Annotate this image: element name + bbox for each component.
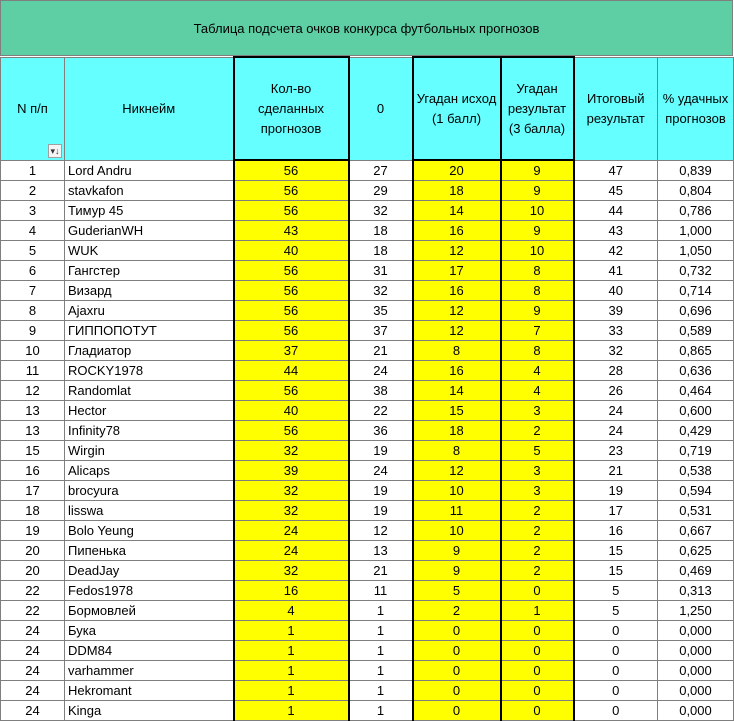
cell-total[interactable]: 0 bbox=[574, 661, 658, 681]
cell-outcome[interactable]: 16 bbox=[413, 221, 501, 241]
cell-num[interactable]: 4 bbox=[1, 221, 65, 241]
cell-result[interactable]: 8 bbox=[501, 341, 574, 361]
header-count-line1: Кол-во bbox=[270, 80, 312, 96]
cell-count[interactable]: 56 bbox=[234, 281, 349, 301]
cell-pct[interactable]: 0,538 bbox=[658, 461, 734, 481]
header-nick-label: Никнейм bbox=[122, 100, 176, 116]
cell-zero[interactable]: 19 bbox=[349, 501, 413, 521]
cell-outcome[interactable]: 11 bbox=[413, 501, 501, 521]
table-row bbox=[1, 381, 734, 401]
header-num-label: N п/п bbox=[17, 100, 48, 116]
cell-outcome[interactable]: 12 bbox=[413, 301, 501, 321]
cell-nick[interactable]: brocyura bbox=[65, 481, 234, 501]
cell-count[interactable]: 24 bbox=[234, 541, 349, 561]
cell-nick[interactable]: Kinga bbox=[65, 701, 234, 721]
cell-zero[interactable]: 24 bbox=[349, 461, 413, 481]
cell-count[interactable]: 1 bbox=[234, 701, 349, 721]
cell-pct[interactable]: 0,667 bbox=[658, 521, 734, 541]
cell-total[interactable]: 5 bbox=[574, 601, 658, 621]
header-zero-label: 0 bbox=[376, 100, 385, 116]
cell-zero[interactable]: 1 bbox=[349, 681, 413, 701]
cell-result[interactable]: 8 bbox=[501, 261, 574, 281]
cell-count[interactable]: 56 bbox=[234, 201, 349, 221]
cell-count[interactable]: 56 bbox=[234, 261, 349, 281]
cell-pct[interactable]: 0,636 bbox=[658, 361, 734, 381]
header-result-line2: результат bbox=[507, 100, 567, 116]
header-result-line3: (3 балла) bbox=[508, 120, 566, 136]
cell-pct[interactable]: 0,696 bbox=[658, 301, 734, 321]
scores-table bbox=[0, 56, 734, 721]
cell-pct[interactable]: 0,839 bbox=[658, 160, 734, 181]
header-total bbox=[574, 57, 658, 160]
cell-outcome[interactable]: 10 bbox=[413, 481, 501, 501]
cell-outcome[interactable]: 16 bbox=[413, 361, 501, 381]
cell-nick[interactable]: Hekromant bbox=[65, 681, 234, 701]
cell-count[interactable]: 32 bbox=[234, 481, 349, 501]
cell-pct[interactable]: 0,429 bbox=[658, 421, 734, 441]
cell-result[interactable]: 5 bbox=[501, 441, 574, 461]
cell-count[interactable]: 4 bbox=[234, 601, 349, 621]
table-body bbox=[1, 160, 734, 721]
header-result bbox=[501, 57, 574, 160]
cell-total[interactable]: 45 bbox=[574, 181, 658, 201]
cell-num[interactable]: 16 bbox=[1, 461, 65, 481]
cell-result[interactable]: 1 bbox=[501, 601, 574, 621]
cell-total[interactable]: 0 bbox=[574, 641, 658, 661]
cell-zero[interactable]: 19 bbox=[349, 441, 413, 461]
cell-outcome[interactable]: 20 bbox=[413, 160, 501, 181]
header-row bbox=[1, 57, 734, 160]
cell-nick[interactable]: DDM84 bbox=[65, 641, 234, 661]
cell-pct[interactable]: 0,313 bbox=[658, 581, 734, 601]
table-row bbox=[1, 341, 734, 361]
table-row bbox=[1, 581, 734, 601]
cell-pct[interactable]: 0,714 bbox=[658, 281, 734, 301]
table-row bbox=[1, 681, 734, 701]
cell-outcome[interactable]: 12 bbox=[413, 241, 501, 261]
cell-num[interactable]: 15 bbox=[1, 441, 65, 461]
cell-nick[interactable]: ROCKY1978 bbox=[65, 361, 234, 381]
cell-count[interactable]: 56 bbox=[234, 181, 349, 201]
cell-nick[interactable]: WUK bbox=[65, 241, 234, 261]
cell-total[interactable]: 23 bbox=[574, 441, 658, 461]
table-row bbox=[1, 701, 734, 721]
cell-count[interactable]: 56 bbox=[234, 301, 349, 321]
header-outcome-line1: Угадан исход bbox=[416, 90, 497, 106]
cell-num[interactable]: 24 bbox=[1, 621, 65, 641]
cell-result[interactable]: 3 bbox=[501, 401, 574, 421]
table-row bbox=[1, 181, 734, 201]
cell-nick[interactable]: Визард bbox=[65, 281, 234, 301]
table-row bbox=[1, 501, 734, 521]
cell-num[interactable]: 24 bbox=[1, 641, 65, 661]
cell-num[interactable]: 17 bbox=[1, 481, 65, 501]
cell-nick[interactable]: Wirgin bbox=[65, 441, 234, 461]
cell-pct[interactable]: 0,000 bbox=[658, 621, 734, 641]
cell-pct[interactable]: 0,732 bbox=[658, 261, 734, 281]
cell-outcome[interactable]: 12 bbox=[413, 321, 501, 341]
table-row bbox=[1, 641, 734, 661]
table-row bbox=[1, 221, 734, 241]
cell-zero[interactable]: 1 bbox=[349, 641, 413, 661]
cell-total[interactable]: 24 bbox=[574, 421, 658, 441]
cell-result[interactable]: 2 bbox=[501, 501, 574, 521]
cell-nick[interactable]: Гангстер bbox=[65, 261, 234, 281]
cell-pct[interactable]: 0,464 bbox=[658, 381, 734, 401]
cell-pct[interactable]: 0,589 bbox=[658, 321, 734, 341]
cell-nick[interactable]: Бормовлей bbox=[65, 601, 234, 621]
cell-pct[interactable]: 0,865 bbox=[658, 341, 734, 361]
cell-result[interactable]: 2 bbox=[501, 541, 574, 561]
cell-result[interactable]: 2 bbox=[501, 561, 574, 581]
cell-total[interactable]: 28 bbox=[574, 361, 658, 381]
cell-zero[interactable]: 1 bbox=[349, 621, 413, 641]
cell-zero[interactable]: 22 bbox=[349, 401, 413, 421]
header-result-line1: Угадан bbox=[516, 80, 558, 96]
cell-outcome[interactable]: 0 bbox=[413, 661, 501, 681]
cell-outcome[interactable]: 0 bbox=[413, 701, 501, 721]
cell-pct[interactable]: 0,000 bbox=[658, 681, 734, 701]
cell-total[interactable]: 41 bbox=[574, 261, 658, 281]
header-pct bbox=[658, 57, 734, 160]
cell-result[interactable]: 10 bbox=[501, 201, 574, 221]
cell-result[interactable]: 7 bbox=[501, 321, 574, 341]
cell-num[interactable]: 24 bbox=[1, 681, 65, 701]
cell-count[interactable]: 40 bbox=[234, 241, 349, 261]
cell-count[interactable]: 43 bbox=[234, 221, 349, 241]
cell-zero[interactable]: 27 bbox=[349, 160, 413, 181]
cell-zero[interactable]: 12 bbox=[349, 521, 413, 541]
cell-outcome[interactable]: 18 bbox=[413, 181, 501, 201]
cell-result[interactable]: 4 bbox=[501, 381, 574, 401]
cell-total[interactable]: 0 bbox=[574, 681, 658, 701]
sort-filter-icon[interactable]: ▾↓ bbox=[48, 144, 62, 158]
cell-num[interactable]: 13 bbox=[1, 401, 65, 421]
cell-total[interactable]: 47 bbox=[574, 160, 658, 181]
cell-outcome[interactable]: 10 bbox=[413, 521, 501, 541]
cell-num[interactable]: 8 bbox=[1, 301, 65, 321]
cell-pct[interactable]: 0,000 bbox=[658, 641, 734, 661]
cell-nick[interactable]: varhammer bbox=[65, 661, 234, 681]
table-row bbox=[1, 661, 734, 681]
cell-nick[interactable]: Hector bbox=[65, 401, 234, 421]
cell-outcome[interactable]: 17 bbox=[413, 261, 501, 281]
cell-count[interactable]: 1 bbox=[234, 621, 349, 641]
cell-zero[interactable]: 29 bbox=[349, 181, 413, 201]
cell-zero[interactable]: 21 bbox=[349, 561, 413, 581]
cell-nick[interactable]: Бука bbox=[65, 621, 234, 641]
cell-num[interactable]: 2 bbox=[1, 181, 65, 201]
table-row bbox=[1, 301, 734, 321]
table-row bbox=[1, 481, 734, 501]
cell-nick[interactable]: Тимур 45 bbox=[65, 201, 234, 221]
cell-count[interactable]: 16 bbox=[234, 581, 349, 601]
cell-num[interactable]: 18 bbox=[1, 501, 65, 521]
cell-total[interactable]: 43 bbox=[574, 221, 658, 241]
cell-num[interactable]: 22 bbox=[1, 581, 65, 601]
cell-outcome[interactable]: 0 bbox=[413, 681, 501, 701]
cell-result[interactable]: 0 bbox=[501, 681, 574, 701]
cell-outcome[interactable]: 8 bbox=[413, 441, 501, 461]
cell-total[interactable]: 42 bbox=[574, 241, 658, 261]
cell-result[interactable]: 0 bbox=[501, 641, 574, 661]
cell-count[interactable]: 1 bbox=[234, 641, 349, 661]
cell-count[interactable]: 1 bbox=[234, 681, 349, 701]
cell-result[interactable]: 9 bbox=[501, 221, 574, 241]
cell-nick[interactable]: Пипенька bbox=[65, 541, 234, 561]
cell-result[interactable]: 10 bbox=[501, 241, 574, 261]
cell-zero[interactable]: 11 bbox=[349, 581, 413, 601]
cell-nick[interactable]: Randomlat bbox=[65, 381, 234, 401]
cell-total[interactable]: 5 bbox=[574, 581, 658, 601]
cell-zero[interactable]: 18 bbox=[349, 241, 413, 261]
cell-nick[interactable]: Infinity78 bbox=[65, 421, 234, 441]
cell-total[interactable]: 0 bbox=[574, 701, 658, 721]
header-count-line2: сделанных bbox=[258, 100, 324, 116]
cell-total[interactable]: 44 bbox=[574, 201, 658, 221]
cell-count[interactable]: 44 bbox=[234, 361, 349, 381]
header-num[interactable] bbox=[1, 57, 65, 160]
table-row bbox=[1, 461, 734, 481]
cell-num[interactable]: 22 bbox=[1, 601, 65, 621]
cell-pct[interactable]: 0,594 bbox=[658, 481, 734, 501]
cell-nick[interactable]: GuderianWH bbox=[65, 221, 234, 241]
header-count bbox=[234, 57, 349, 160]
header-zero bbox=[349, 57, 413, 160]
header-outcome-line2: (1 балл) bbox=[431, 110, 482, 126]
cell-total[interactable]: 16 bbox=[574, 521, 658, 541]
cell-nick[interactable]: Alicaps bbox=[65, 461, 234, 481]
cell-pct[interactable]: 0,600 bbox=[658, 401, 734, 421]
table-row bbox=[1, 601, 734, 621]
cell-num[interactable]: 20 bbox=[1, 561, 65, 581]
cell-result[interactable]: 0 bbox=[501, 581, 574, 601]
table-row bbox=[1, 561, 734, 581]
cell-outcome[interactable]: 14 bbox=[413, 201, 501, 221]
cell-result[interactable]: 0 bbox=[501, 621, 574, 641]
table-row bbox=[1, 541, 734, 561]
header-total-line2: результат bbox=[586, 110, 645, 126]
cell-count[interactable]: 32 bbox=[234, 561, 349, 581]
cell-nick[interactable]: Bolo Yeung bbox=[65, 521, 234, 541]
cell-count[interactable]: 56 bbox=[234, 381, 349, 401]
cell-nick[interactable]: Fedos1978 bbox=[65, 581, 234, 601]
table-row bbox=[1, 421, 734, 441]
cell-num[interactable]: 24 bbox=[1, 661, 65, 681]
cell-total[interactable]: 40 bbox=[574, 281, 658, 301]
cell-num[interactable]: 19 bbox=[1, 521, 65, 541]
cell-zero[interactable]: 21 bbox=[349, 341, 413, 361]
cell-nick[interactable]: Гладиатор bbox=[65, 341, 234, 361]
cell-count[interactable]: 56 bbox=[234, 160, 349, 181]
cell-num[interactable]: 20 bbox=[1, 541, 65, 561]
cell-num[interactable]: 7 bbox=[1, 281, 65, 301]
cell-nick[interactable]: stavkafon bbox=[65, 181, 234, 201]
cell-num[interactable]: 9 bbox=[1, 321, 65, 341]
cell-zero[interactable]: 35 bbox=[349, 301, 413, 321]
header-pct-line2: прогнозов bbox=[665, 110, 726, 126]
table-row bbox=[1, 361, 734, 381]
cell-zero[interactable]: 32 bbox=[349, 201, 413, 221]
header-nick bbox=[65, 57, 234, 160]
cell-nick[interactable]: Ajaxru bbox=[65, 301, 234, 321]
table-row bbox=[1, 401, 734, 421]
cell-zero[interactable]: 37 bbox=[349, 321, 413, 341]
cell-pct[interactable]: 1,050 bbox=[658, 241, 734, 261]
cell-num[interactable]: 5 bbox=[1, 241, 65, 261]
cell-pct[interactable]: 1,250 bbox=[658, 601, 734, 621]
cell-outcome[interactable]: 8 bbox=[413, 341, 501, 361]
cell-outcome[interactable]: 9 bbox=[413, 541, 501, 561]
cell-result[interactable]: 3 bbox=[501, 461, 574, 481]
cell-outcome[interactable]: 5 bbox=[413, 581, 501, 601]
cell-pct[interactable]: 0,625 bbox=[658, 541, 734, 561]
header-count-line3: прогнозов bbox=[260, 120, 322, 136]
cell-zero[interactable]: 31 bbox=[349, 261, 413, 281]
cell-num[interactable]: 13 bbox=[1, 421, 65, 441]
cell-total[interactable]: 15 bbox=[574, 561, 658, 581]
table-row bbox=[1, 241, 734, 261]
cell-total[interactable]: 19 bbox=[574, 481, 658, 501]
table-row bbox=[1, 321, 734, 341]
cell-count[interactable]: 1 bbox=[234, 661, 349, 681]
cell-pct[interactable]: 0,804 bbox=[658, 181, 734, 201]
cell-count[interactable]: 24 bbox=[234, 521, 349, 541]
cell-total[interactable]: 15 bbox=[574, 541, 658, 561]
cell-zero[interactable]: 38 bbox=[349, 381, 413, 401]
header-pct-line1: % удачных bbox=[662, 90, 729, 106]
cell-total[interactable]: 39 bbox=[574, 301, 658, 321]
cell-zero[interactable]: 32 bbox=[349, 281, 413, 301]
cell-outcome[interactable]: 14 bbox=[413, 381, 501, 401]
cell-outcome[interactable]: 0 bbox=[413, 641, 501, 661]
cell-nick[interactable]: DeadJay bbox=[65, 561, 234, 581]
cell-pct[interactable]: 0,469 bbox=[658, 561, 734, 581]
cell-zero[interactable]: 13 bbox=[349, 541, 413, 561]
cell-pct[interactable]: 0,531 bbox=[658, 501, 734, 521]
cell-pct[interactable]: 0,000 bbox=[658, 701, 734, 721]
cell-zero[interactable]: 1 bbox=[349, 661, 413, 681]
cell-outcome[interactable]: 18 bbox=[413, 421, 501, 441]
cell-pct[interactable]: 1,000 bbox=[658, 221, 734, 241]
cell-total[interactable]: 21 bbox=[574, 461, 658, 481]
cell-result[interactable]: 2 bbox=[501, 421, 574, 441]
cell-count[interactable]: 32 bbox=[234, 501, 349, 521]
cell-num[interactable]: 24 bbox=[1, 701, 65, 721]
cell-outcome[interactable]: 0 bbox=[413, 621, 501, 641]
cell-total[interactable]: 0 bbox=[574, 621, 658, 641]
cell-outcome[interactable]: 9 bbox=[413, 561, 501, 581]
table-row bbox=[1, 441, 734, 461]
cell-zero[interactable]: 18 bbox=[349, 221, 413, 241]
table-row bbox=[1, 261, 734, 281]
cell-total[interactable]: 24 bbox=[574, 401, 658, 421]
cell-outcome[interactable]: 2 bbox=[413, 601, 501, 621]
table-row bbox=[1, 160, 734, 181]
cell-outcome[interactable]: 12 bbox=[413, 461, 501, 481]
cell-count[interactable]: 39 bbox=[234, 461, 349, 481]
cell-outcome[interactable]: 15 bbox=[413, 401, 501, 421]
cell-result[interactable]: 2 bbox=[501, 521, 574, 541]
cell-pct[interactable]: 0,786 bbox=[658, 201, 734, 221]
cell-result[interactable]: 0 bbox=[501, 661, 574, 681]
cell-nick[interactable]: ГИППОПОТУТ bbox=[65, 321, 234, 341]
cell-pct[interactable]: 0,000 bbox=[658, 661, 734, 681]
cell-total[interactable]: 26 bbox=[574, 381, 658, 401]
cell-num[interactable]: 10 bbox=[1, 341, 65, 361]
table-row bbox=[1, 281, 734, 301]
cell-count[interactable]: 40 bbox=[234, 401, 349, 421]
cell-num[interactable]: 12 bbox=[1, 381, 65, 401]
cell-zero[interactable]: 24 bbox=[349, 361, 413, 381]
cell-count[interactable]: 56 bbox=[234, 421, 349, 441]
cell-total[interactable]: 17 bbox=[574, 501, 658, 521]
cell-count[interactable]: 37 bbox=[234, 341, 349, 361]
table-row bbox=[1, 621, 734, 641]
cell-pct[interactable]: 0,719 bbox=[658, 441, 734, 461]
cell-total[interactable]: 32 bbox=[574, 341, 658, 361]
cell-result[interactable]: 0 bbox=[501, 701, 574, 721]
table-title: Таблица подсчета очков конкурса футбольных прогнозов bbox=[0, 0, 733, 56]
cell-total[interactable]: 33 bbox=[574, 321, 658, 341]
cell-num[interactable]: 11 bbox=[1, 361, 65, 381]
header-total-line1: Итоговый bbox=[586, 90, 645, 106]
cell-zero[interactable]: 1 bbox=[349, 601, 413, 621]
cell-count[interactable]: 56 bbox=[234, 321, 349, 341]
cell-zero[interactable]: 19 bbox=[349, 481, 413, 501]
cell-nick[interactable]: lisswa bbox=[65, 501, 234, 521]
cell-zero[interactable]: 36 bbox=[349, 421, 413, 441]
cell-result[interactable]: 9 bbox=[501, 181, 574, 201]
cell-result[interactable]: 9 bbox=[501, 301, 574, 321]
table-row bbox=[1, 521, 734, 541]
cell-zero[interactable]: 1 bbox=[349, 701, 413, 721]
cell-outcome[interactable]: 16 bbox=[413, 281, 501, 301]
table-row bbox=[1, 201, 734, 221]
cell-num[interactable]: 6 bbox=[1, 261, 65, 281]
cell-result[interactable]: 9 bbox=[501, 160, 574, 181]
cell-result[interactable]: 8 bbox=[501, 281, 574, 301]
cell-count[interactable]: 32 bbox=[234, 441, 349, 461]
cell-nick[interactable]: Lord Andru bbox=[65, 160, 234, 181]
cell-result[interactable]: 4 bbox=[501, 361, 574, 381]
cell-result[interactable]: 3 bbox=[501, 481, 574, 501]
header-outcome bbox=[413, 57, 501, 160]
cell-num[interactable]: 1 bbox=[1, 160, 65, 181]
cell-num[interactable]: 3 bbox=[1, 201, 65, 221]
